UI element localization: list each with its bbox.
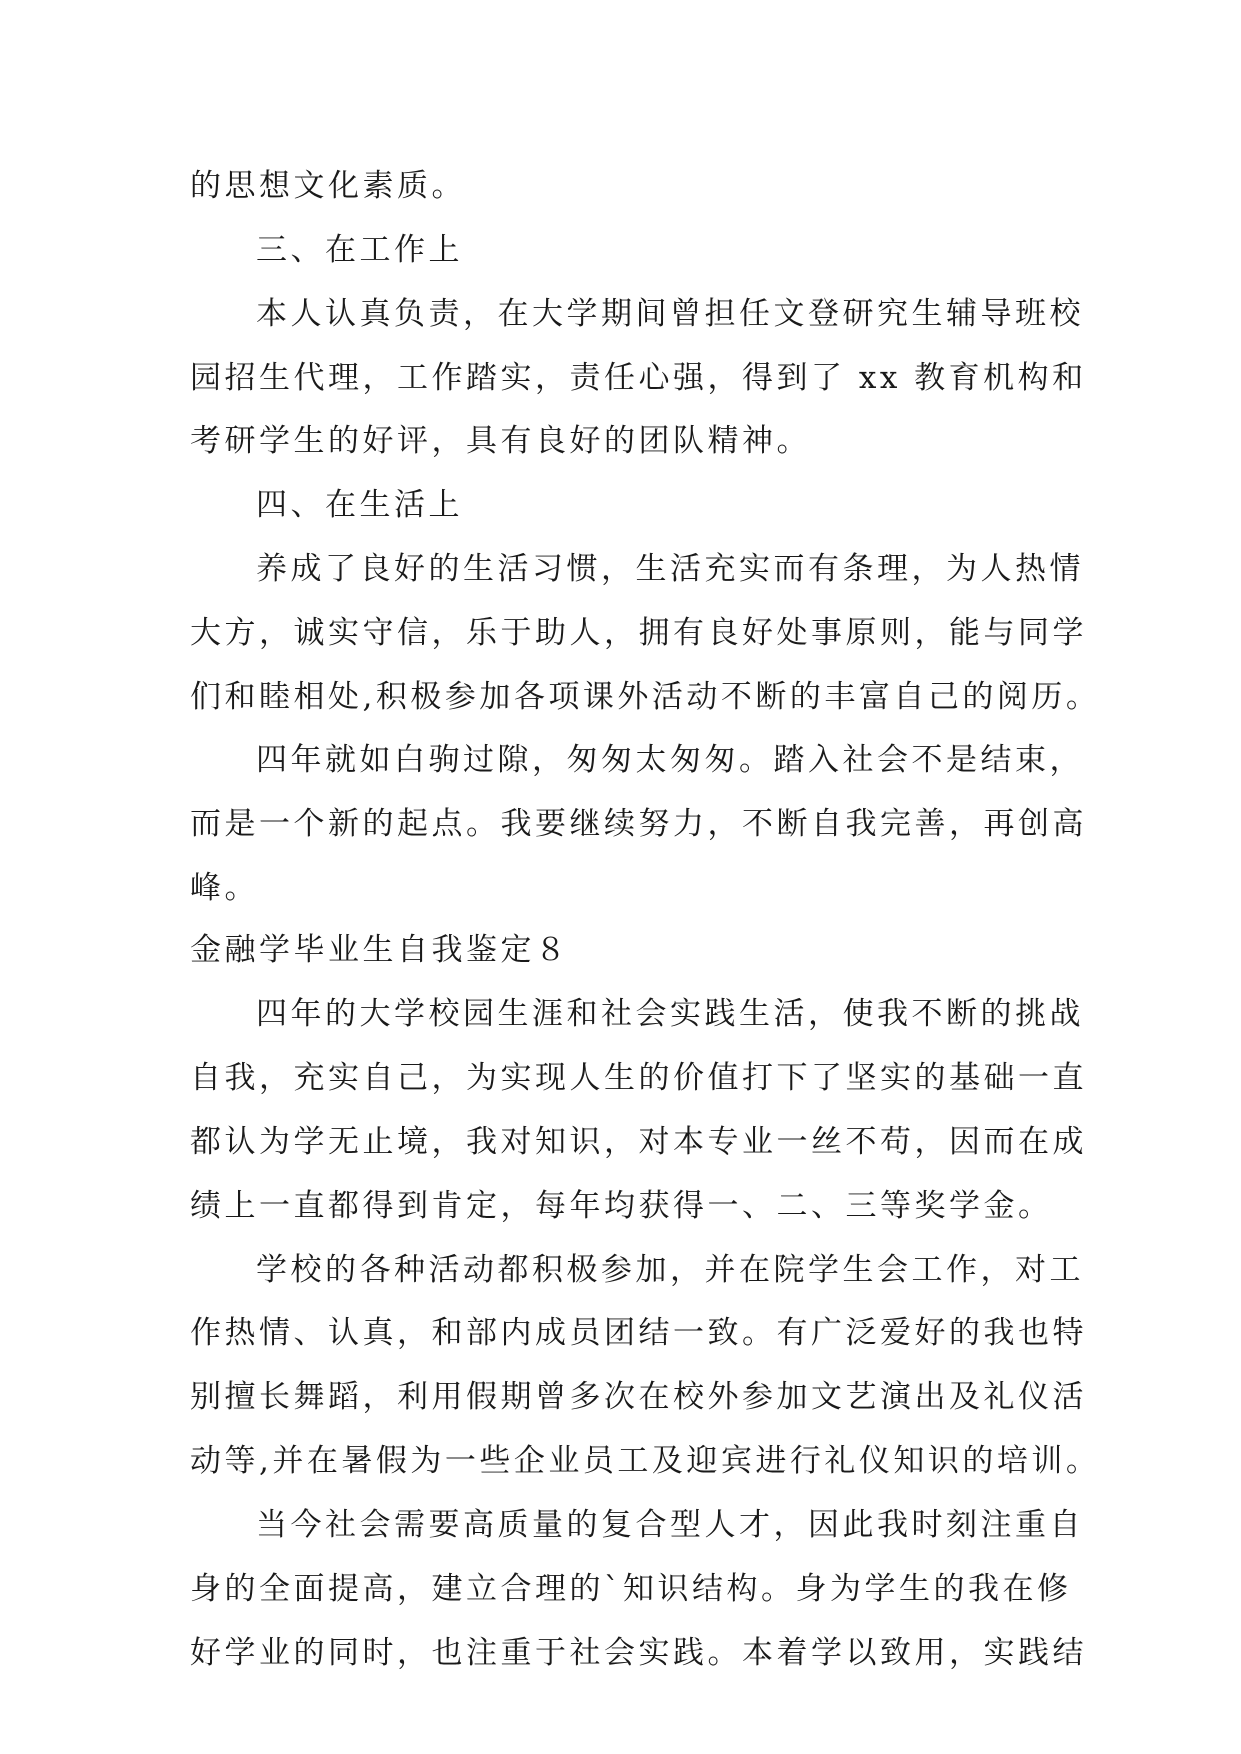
paragraph-line: 都认为学无止境，我对知识，对本专业一丝不苟，因而在成 — [190, 1124, 1087, 1160]
paragraph-line: 学校的各种活动都积极参加，并在院学生会工作，对工 — [256, 1252, 1084, 1288]
document-title: 金融学毕业生自我鉴定８ — [190, 932, 570, 968]
paragraph-line: 而是一个新的起点。我要继续努力，不断自我完善，再创高 — [190, 806, 1087, 842]
paragraph-line: 作热情、认真，和部内成员团结一致。有广泛爱好的我也特 — [190, 1315, 1087, 1351]
paragraph-line: 峰。 — [190, 870, 259, 906]
paragraph-line: 动等,并在暑假为一些企业员工及迎宾进行礼仪知识的培训。 — [190, 1443, 1101, 1479]
paragraph-line: 四年的大学校园生涯和社会实践生活，使我不断的挑战 — [256, 996, 1084, 1032]
paragraph-line: 身的全面提高，建立合理的`知识结构。身为学生的我在修 — [190, 1571, 1072, 1607]
paragraph-line: 自我，充实自己，为实现人生的价值打下了坚实的基础一直 — [190, 1060, 1087, 1096]
paragraph-line: 当今社会需要高质量的复合型人才，因此我时刻注重自 — [256, 1507, 1084, 1543]
paragraph-line: 园招生代理，工作踏实，责任心强，得到了 xx 教育机构和 — [190, 360, 1087, 396]
paragraph-line: 好学业的同时，也注重于社会实践。本着学以致用，实践结 — [190, 1635, 1087, 1671]
section-heading: 四、在生活上 — [256, 487, 463, 523]
paragraph-line: 们和睦相处,积极参加各项课外活动不断的丰富自己的阅历。 — [190, 679, 1101, 715]
section-heading: 三、在工作上 — [256, 232, 463, 268]
paragraph-line: 本人认真负责，在大学期间曾担任文登研究生辅导班校 — [256, 296, 1084, 332]
paragraph-line: 的思想文化素质。 — [190, 168, 466, 204]
paragraph-line: 养成了良好的生活习惯，生活充实而有条理，为人热情 — [256, 551, 1084, 587]
paragraph-line: 别擅长舞蹈，利用假期曾多次在校外参加文艺演出及礼仪活 — [190, 1379, 1087, 1415]
paragraph-line: 四年就如白驹过隙，匆匆太匆匆。踏入社会不是结束， — [256, 742, 1084, 778]
paragraph-line: 绩上一直都得到肯定，每年均获得一、二、三等奖学金。 — [190, 1188, 1053, 1224]
paragraph-line: 考研学生的好评，具有良好的团队精神。 — [190, 423, 811, 459]
paragraph-line: 大方，诚实守信，乐于助人，拥有良好处事原则，能与同学 — [190, 615, 1087, 651]
